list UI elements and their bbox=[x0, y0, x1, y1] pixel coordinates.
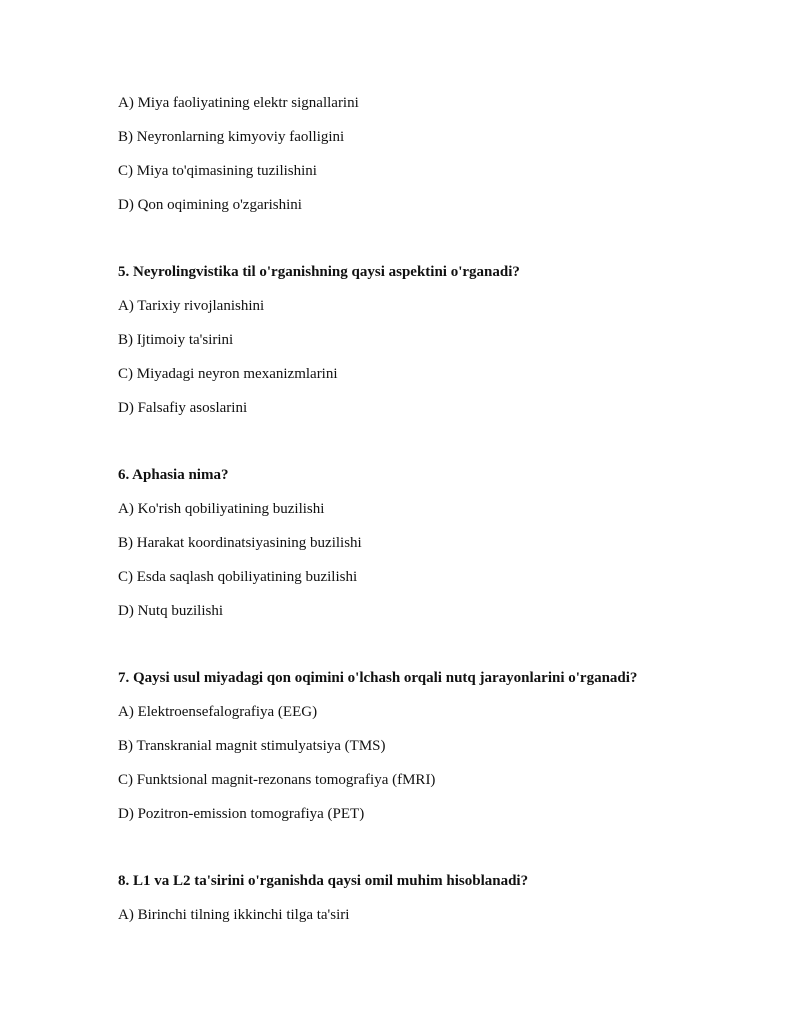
option-b-q5: B) Ijtimoiy ta'sirini bbox=[118, 332, 234, 348]
option-a-q8: A) Birinchi tilning ikkinchi tilga ta'siri bbox=[118, 907, 350, 923]
option-b-q7: B) Transkranial magnit stimulyatsiya (TMS) bbox=[118, 738, 386, 754]
option-c-q5: C) Miyadagi neyron mexanizmlarini bbox=[118, 366, 338, 382]
option-a-q6: A) Ko'rish qobiliyatining buzilishi bbox=[118, 501, 325, 517]
option-b-q6: B) Harakat koordinatsiyasining buzilishi bbox=[118, 535, 362, 551]
option-c-q4: C) Miya to'qimasining tuzilishini bbox=[118, 163, 317, 179]
question-5-title: 5. Neyrolingvistika til o'rganishning qaysi aspektini o'rganadi? bbox=[118, 264, 520, 280]
question-8-title: 8. L1 va L2 ta'sirini o'rganishda qaysi omil muhim hisoblanadi? bbox=[118, 873, 529, 889]
option-d-q5: D) Falsafiy asoslarini bbox=[118, 400, 248, 416]
option-d-q7: D) Pozitron-emission tomografiya (PET) bbox=[118, 806, 365, 822]
question-7-title: 7. Qaysi usul miyadagi qon oqimini o'lchash orqali nutq jarayonlarini o'rganadi? bbox=[118, 670, 638, 686]
option-c-q6: C) Esda saqlash qobiliyatining buzilishi bbox=[118, 569, 358, 585]
option-a-q7: A) Elektroensefalografiya (EEG) bbox=[118, 704, 318, 720]
question-6-title: 6. Aphasia nima? bbox=[118, 467, 229, 483]
option-d-q4: D) Qon oqimining o'zgarishini bbox=[118, 197, 302, 213]
option-a-q5: A) Tarixiy rivojlanishini bbox=[118, 298, 265, 314]
option-b-q4: B) Neyronlarning kimyoviy faolligini bbox=[118, 129, 345, 145]
option-d-q6: D) Nutq buzilishi bbox=[118, 603, 223, 619]
option-c-q7: C) Funktsional magnit-rezonans tomografiya (fMRI) bbox=[118, 772, 436, 788]
option-a-q4: A) Miya faoliyatining elektr signallarini bbox=[118, 95, 359, 111]
